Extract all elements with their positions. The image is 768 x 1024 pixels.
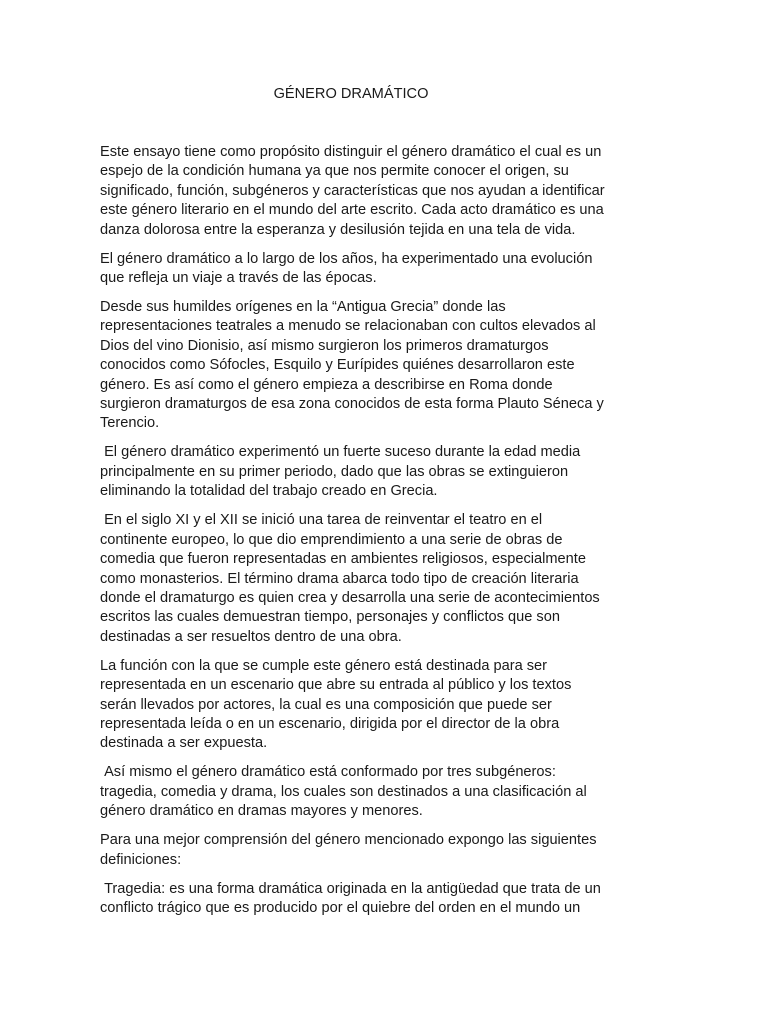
document-title: GÉNERO DRAMÁTICO <box>273 86 429 102</box>
paragraph: El género dramático a lo largo de los años, ha experimentado una evolución que refleja un viaje a través de las épocas. <box>100 250 593 287</box>
paragraph: Tragedia: es una forma dramática originada en la antigüedad que trata de un conflicto trágico que es producido por el quiebre del orden en el mundo un <box>100 880 605 916</box>
paragraph: En el siglo XI y el XII se inició una tarea de reinventar el teatro en el continente europeo, lo que dio emprendimiento a una serie de obras de comedia que fueron representadas en ambientes religiosos, especialmente como monasterios. El término drama abarca todo tipo de creación literaria donde el dramaturgo es quien crea y desarrolla una serie de acontecimientos escritos las cuales demuestran tiempo, personajes y conflictos que son destinadas a ser resueltos dentro de una obra. <box>100 512 604 645</box>
paragraph: Este ensayo tiene como propósito distinguir el género dramático el cual es un espejo de la condición humana ya que nos permite conocer el origen, su significado, función, subgéneros y características que nos ayudan a identificar este género literario en el mundo del arte escrito. Cada acto dramático es una danza dolorosa entre la esperanza y desilusión tejida en una tela de vida. <box>100 144 605 238</box>
paragraph: Así mismo el género dramático está conformado por tres subgéneros: tragedia, comedia y drama, los cuales son destinados a una clasificación al género dramático en dramas mayores y menores. <box>100 764 591 820</box>
paragraph: Para una mejor comprensión del género mencionado expongo las siguientes definiciones: <box>100 832 597 868</box>
paragraph: El género dramático experimentó un fuerte suceso durante la edad media principalmente en su primer periodo, dado que las obras se extinguieron eliminando la totalidad del trabajo creado en Grecia. <box>100 444 585 500</box>
paragraph: La función con la que se cumple este género está destinada para ser representada en un escenario que abre su entrada al público y los textos serán llevados por actores, la cual es una composición que puede ser representada leída o en un escenario, dirigida por el director de la obra destinada a ser expuesta. <box>100 657 572 752</box>
document-body <box>100 143 606 928</box>
paragraph: Desde sus humildes orígenes en la “Antigua Grecia” donde las representaciones teatrales a menudo se relacionaban con cultos elevados al Dios del vino Dionisio, así mismo surgieron los primeros dramaturgos conocidos como Sófocles, Esquilo y Eurípides quiénes desarrollaron este género. Es así como el género empieza a describirse en Roma donde surgieron dramaturgos de esa zona conocidos de esta forma Plauto Séneca y Terencio. <box>100 299 604 432</box>
